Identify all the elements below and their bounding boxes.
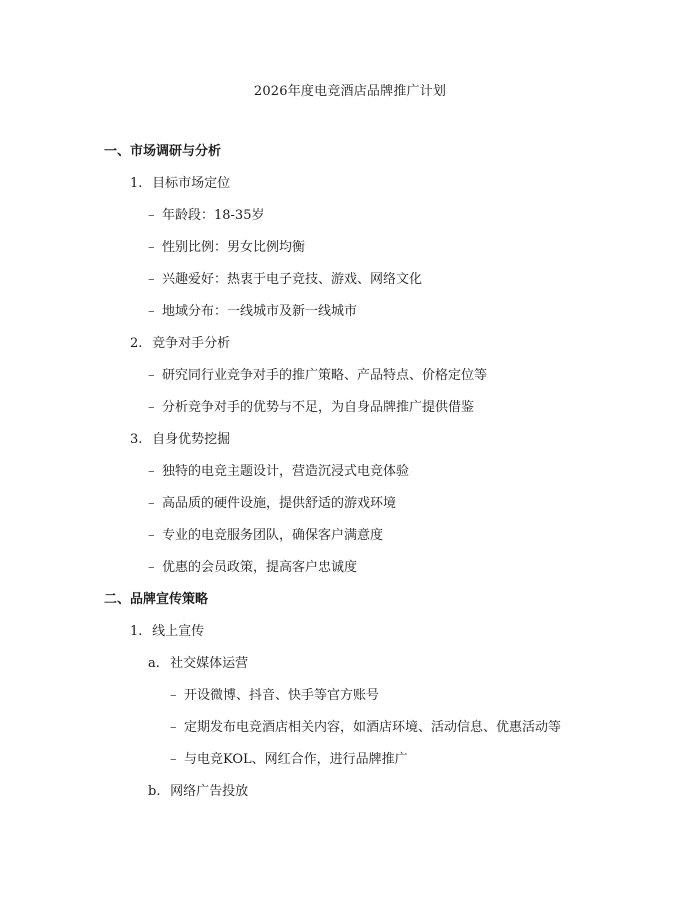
list-item-label: 竞争对手分析 xyxy=(152,336,231,351)
bullet-dash: – xyxy=(148,304,155,319)
bullet-item xyxy=(148,399,474,417)
list-marker: 2. xyxy=(130,336,143,351)
bullet-text: 兴趣爱好：热衷于电子竞技、游戏、网络文化 xyxy=(162,272,423,287)
bullet-text: 高品质的硬件设施，提供舒适的游戏环境 xyxy=(162,496,397,511)
bullet-dash: – xyxy=(170,688,177,703)
bullet-item xyxy=(148,495,396,513)
section-heading-1: 一、市场调研与分析 xyxy=(104,144,222,159)
bullet-item xyxy=(170,719,561,737)
bullet-dash: – xyxy=(148,560,155,575)
list-item-label: 线上宣传 xyxy=(152,624,205,639)
list-item-1-3 xyxy=(130,431,230,449)
list-item-label: 网络广告投放 xyxy=(170,784,249,799)
bullet-text: 研究同行业竞争对手的推广策略、产品特点、价格定位等 xyxy=(162,368,488,383)
section-heading-2: 二、品牌宣传策略 xyxy=(104,592,209,607)
bullet-dash: – xyxy=(148,496,155,511)
bullet-item xyxy=(170,751,408,769)
document-title: 2026年度电竞酒店品牌推广计划 xyxy=(253,84,447,99)
bullet-item xyxy=(148,271,422,289)
bullet-dash: – xyxy=(148,464,155,479)
bullet-item xyxy=(148,303,357,321)
bullet-text: 开设微博、抖音、快手等官方账号 xyxy=(184,688,380,703)
list-item-1-2 xyxy=(130,335,230,353)
list-item-label: 自身优势挖掘 xyxy=(152,432,231,447)
bullet-dash: – xyxy=(148,368,155,383)
list-item-1-1 xyxy=(130,175,230,193)
list-marker: b. xyxy=(148,784,161,799)
list-item-label: 社交媒体运营 xyxy=(170,656,249,671)
sub-list-item-b xyxy=(148,783,248,801)
bullet-text: 与电竞KOL、网红合作，进行品牌推广 xyxy=(184,752,408,767)
list-marker: 1. xyxy=(130,176,143,191)
list-item-2-1 xyxy=(130,623,204,641)
bullet-item xyxy=(148,367,487,385)
bullet-text: 独特的电竞主题设计，营造沉浸式电竞体验 xyxy=(162,464,410,479)
bullet-dash: – xyxy=(170,752,177,767)
sub-list-item-a xyxy=(148,655,248,673)
bullet-text: 年龄段：18-35岁 xyxy=(162,208,265,223)
list-item-label: 目标市场定位 xyxy=(152,176,231,191)
bullet-text: 专业的电竞服务团队，确保客户满意度 xyxy=(162,528,384,543)
list-marker: a. xyxy=(148,656,160,671)
bullet-dash: – xyxy=(148,528,155,543)
bullet-dash: – xyxy=(148,272,155,287)
bullet-dash: – xyxy=(148,400,155,415)
bullet-item xyxy=(170,687,379,705)
bullet-item xyxy=(148,527,383,545)
bullet-text: 分析竞争对手的优势与不足，为自身品牌推广提供借鉴 xyxy=(162,400,475,415)
bullet-item xyxy=(148,207,264,225)
list-marker: 3. xyxy=(130,432,143,447)
bullet-text: 性别比例：男女比例均衡 xyxy=(162,240,306,255)
list-marker: 1. xyxy=(130,624,143,639)
bullet-dash: – xyxy=(170,720,177,735)
bullet-dash: – xyxy=(148,208,155,223)
bullet-item xyxy=(148,463,409,481)
bullet-text: 优惠的会员政策，提高客户忠诚度 xyxy=(162,560,358,575)
bullet-item xyxy=(148,239,305,257)
bullet-dash: – xyxy=(148,240,155,255)
bullet-item xyxy=(148,559,357,577)
bullet-text: 定期发布电竞酒店相关内容，如酒店环境、活动信息、优惠活动等 xyxy=(184,720,562,735)
bullet-text: 地域分布：一线城市及新一线城市 xyxy=(162,304,358,319)
